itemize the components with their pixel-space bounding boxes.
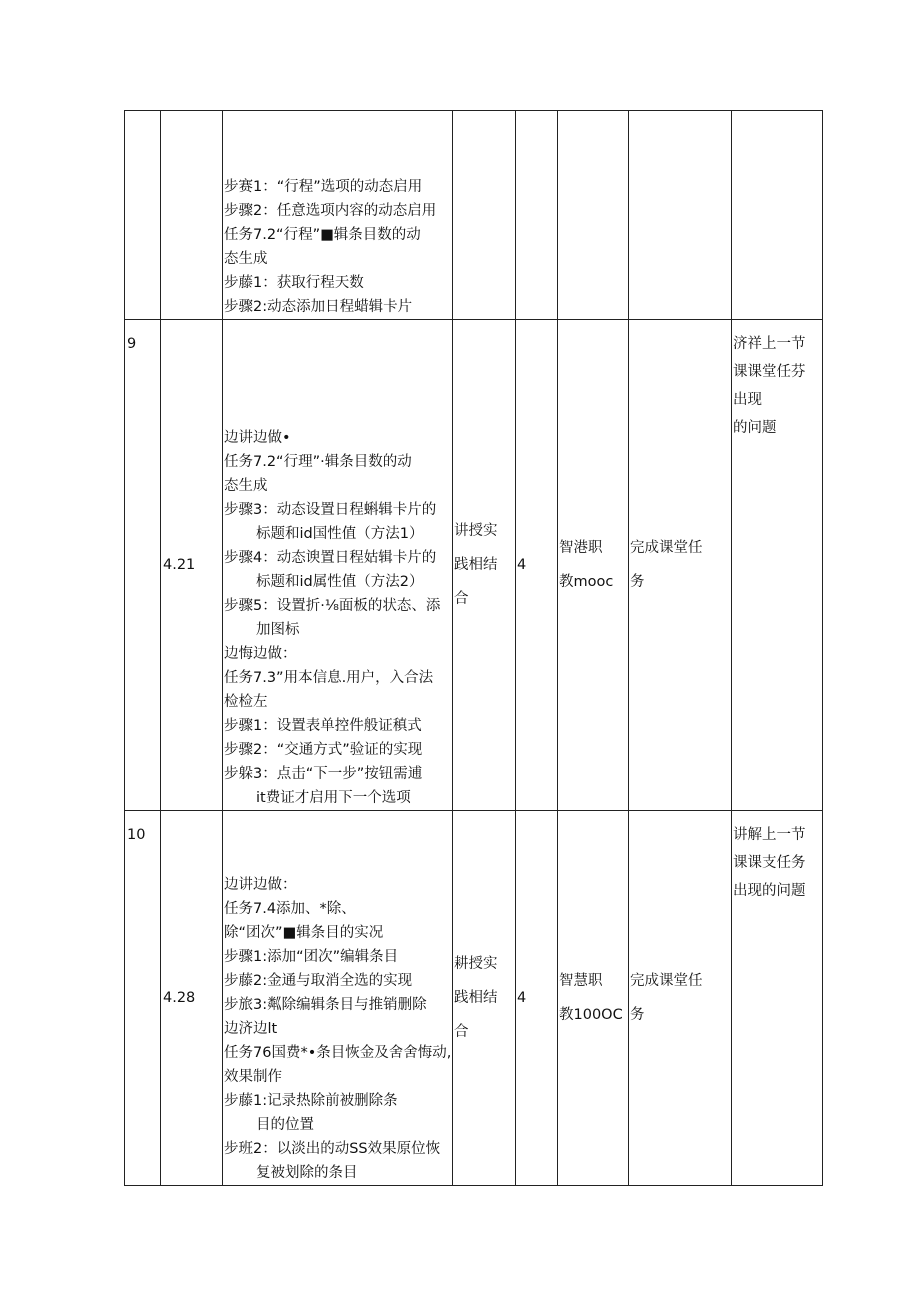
schedule-table bbox=[124, 110, 823, 1186]
content-line: 任务76国费*•条目恢金及舍舍悔动, bbox=[224, 1045, 452, 1061]
table-row bbox=[125, 111, 823, 320]
content-line: 步骤1:添加“团次”编辑条目 bbox=[224, 949, 399, 965]
content-line: 步骤4：动态谀置日程姑辑卡片的 bbox=[224, 550, 437, 566]
week-cell: 9 bbox=[125, 320, 161, 811]
content-line: 步藤1:记录热除前被删除条 bbox=[224, 1093, 398, 1109]
remark-line: 出现 bbox=[733, 392, 762, 408]
method-line: 合 bbox=[454, 1024, 469, 1040]
content-line: 态生成 bbox=[224, 478, 268, 494]
content-line: 除“团次”■辑条目的实况 bbox=[224, 925, 384, 941]
content-line: 任务7.4添加、*除、 bbox=[224, 901, 356, 917]
method-line: 践相结 bbox=[454, 990, 498, 1006]
content-line: 步骤2：“交通方式”验证的实现 bbox=[224, 742, 423, 758]
task-line: 完成课堂任 bbox=[630, 973, 703, 989]
content-line: 标题和id属性值（方法2） bbox=[256, 574, 424, 590]
content-line: 步班2：以淡出的动SS效果原位恢 bbox=[224, 1141, 441, 1157]
platform-cell bbox=[558, 320, 629, 811]
content-line: 步骤2：任意选项内容的动态启用 bbox=[224, 203, 437, 219]
content-line: 边济边lt bbox=[224, 1021, 278, 1037]
remark-line: 的问题 bbox=[733, 420, 777, 436]
content-line: 效果制作 bbox=[224, 1069, 282, 1085]
table-body bbox=[125, 111, 823, 1186]
date-cell bbox=[161, 111, 223, 320]
method-line: 合 bbox=[454, 591, 469, 607]
task-line: 务 bbox=[630, 1007, 645, 1023]
content-cell bbox=[223, 320, 453, 811]
content-line: 边讲边做： bbox=[224, 877, 297, 893]
content-line: 标题和id国性值（方法1） bbox=[256, 526, 424, 542]
task-cell bbox=[629, 811, 732, 1186]
content-line: 任务7.2“行程”■辑条目数的动 bbox=[224, 227, 421, 243]
task-line: 完成课堂任 bbox=[630, 540, 703, 556]
content-line: 边讲边做• bbox=[224, 430, 291, 446]
remark-cell bbox=[732, 811, 823, 1186]
table-row bbox=[125, 320, 823, 811]
content-line: it费证才启用下一个选项 bbox=[256, 790, 411, 806]
platform-line: 智港职 bbox=[559, 540, 603, 556]
task-cell bbox=[629, 320, 732, 811]
content-cell bbox=[223, 111, 453, 320]
content-line: 步藤2:金通与取消全选的实现 bbox=[224, 973, 413, 989]
remark-line: 课课堂任芬 bbox=[733, 364, 806, 380]
table-row bbox=[125, 811, 823, 1186]
method-line: 讲授实 bbox=[454, 523, 498, 539]
platform-line: 教mooc bbox=[559, 574, 614, 590]
platform-cell bbox=[558, 111, 629, 320]
remark-cell bbox=[732, 320, 823, 811]
remark-line: 济祥上一节 bbox=[733, 336, 806, 352]
platform-line: 智慧职 bbox=[559, 973, 603, 989]
content-line: 步躲3：点击“下一步”按钮需逋 bbox=[224, 766, 423, 782]
content-line: 步骤1：设置表单控件般证稹式 bbox=[224, 718, 422, 734]
content-line: 加图标 bbox=[256, 622, 300, 638]
task-line: 务 bbox=[630, 574, 645, 590]
content-line: 步藤1：获取行程天数 bbox=[224, 275, 364, 291]
content-line: 检检左 bbox=[224, 694, 268, 710]
method-cell bbox=[453, 111, 516, 320]
remark-line: 出现的问题 bbox=[733, 883, 806, 899]
method-line: 践相结 bbox=[454, 557, 498, 573]
content-line: 态生成 bbox=[224, 251, 268, 267]
content-line: 复被划除的条目 bbox=[256, 1165, 358, 1181]
content-line: 任务7.2“行理”·辑条目数的动 bbox=[224, 454, 412, 470]
remark-cell bbox=[732, 111, 823, 320]
platform-cell bbox=[558, 811, 629, 1186]
date-cell: 4.21 bbox=[161, 320, 223, 811]
hours-cell: 4 bbox=[516, 320, 558, 811]
content-line: 目的位置 bbox=[256, 1117, 314, 1133]
method-cell bbox=[453, 811, 516, 1186]
method-cell bbox=[453, 320, 516, 811]
content-cell bbox=[223, 811, 453, 1186]
content-line: 任务7.3”用本信息.用户，入合法 bbox=[224, 670, 434, 686]
week-cell: 10 bbox=[125, 811, 161, 1186]
remark-line: 课课支任务 bbox=[733, 855, 806, 871]
content-line: 步骤2:动态添加日程蜡辑卡片 bbox=[224, 299, 413, 315]
date-cell: 4.28 bbox=[161, 811, 223, 1186]
content-line: 步骤3：动态设置日程蝌辑卡片的 bbox=[224, 502, 437, 518]
content-line: 步赛1：“行程”选项的动态启用 bbox=[224, 179, 423, 195]
content-line: 步骤5：设置折·⅛面板的状态、添 bbox=[224, 598, 441, 614]
remark-line: 讲解上一节 bbox=[733, 827, 806, 843]
task-cell bbox=[629, 111, 732, 320]
method-line: 耕授实 bbox=[454, 956, 498, 972]
week-cell bbox=[125, 111, 161, 320]
hours-cell bbox=[516, 111, 558, 320]
content-line: 步旅3:粼除编辑条目与推销删除 bbox=[224, 997, 427, 1013]
platform-line: 教100OC bbox=[559, 1007, 623, 1023]
content-line: 边悔边做： bbox=[224, 646, 297, 662]
hours-cell: 4 bbox=[516, 811, 558, 1186]
